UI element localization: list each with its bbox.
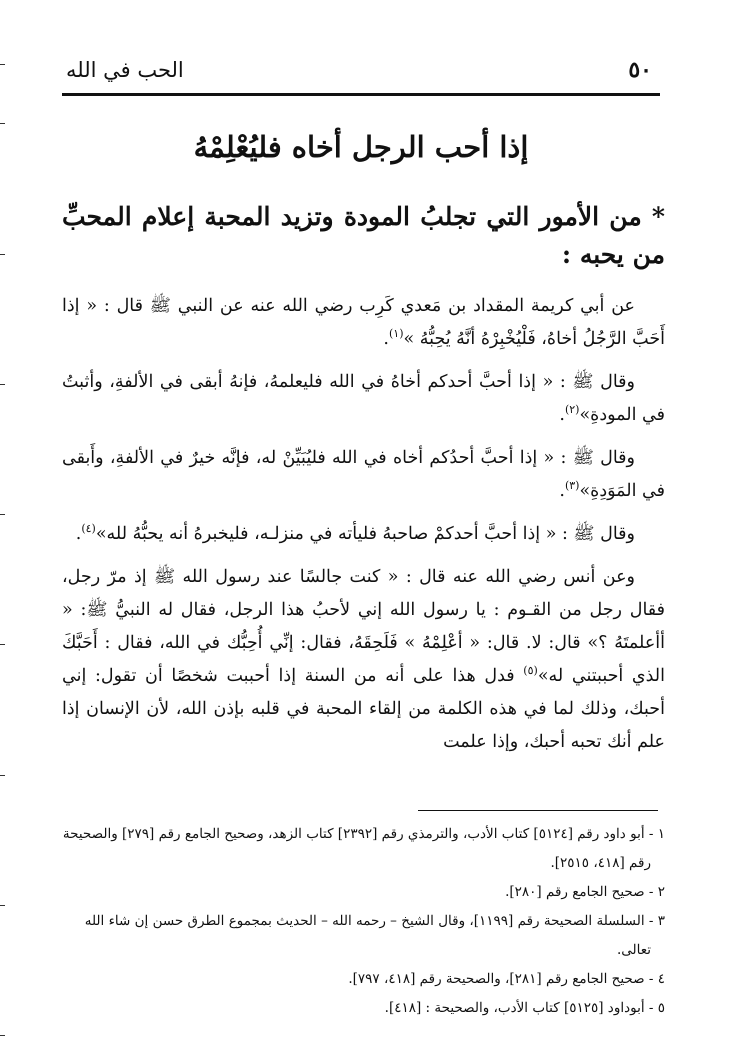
paragraph-text: وقال ﷺ : « إذا أحبَّ أحدكم أخاهُ في الله فليعلمهُ، فإنهُ أبقى في الألفةِ، وأثبتُ في المودةِ»	[62, 372, 665, 425]
footnote-ref: (١)	[389, 327, 404, 341]
hadith-paragraph-5	[62, 561, 665, 759]
footnote-item: ٢ - صحيح الجامع رقم [٢٨٠].	[505, 884, 665, 900]
footnote-item: ١ - أبو داود رقم [٥١٢٤] كتاب الأدب، والترمذي رقم [٢٣٩٢] كتاب الزهد، وصحيح الجامع رقم [٢٧٩] والصحيحة رقم [٤١٨، ٢٥١٥].	[62, 826, 665, 871]
hadith-paragraph-1: عن أبي كريمة المقداد بن مَعدي كَرِب رضي الله عنه عن النبي ﷺ قال : « إذا أَحَبَّ الرَّجُلُ أخاهُ، فَلْيُخْبِرْهُ أنَّهُ يُحِبُّهُ »$^{(١)}$.	[62, 296, 665, 349]
page-number: ٥٠	[628, 57, 652, 83]
page-header	[62, 50, 660, 90]
paragraph-text: وقال ﷺ : « إذا أحبَّ أحدكمْ صاحبهُ فليأته في منزلـه، فليخبرهُ أنه يحبُّهُ لله»	[95, 524, 635, 544]
paragraph-text: وقال ﷺ : « إذا أحبَّ أحدُكم أخاه في الله فليُبَيِّنْ له، فإنَّه خيرٌ في الألفةِ، وأَبقى في المَوَدِةِ»	[62, 448, 665, 501]
footnote-ref: (٣)	[564, 479, 580, 493]
footnote-ref: (٥)	[523, 664, 538, 678]
chapter-title: إذا أحب الرجل أخاه فليُعْلِمْهُ	[193, 130, 529, 164]
header-rule	[62, 93, 660, 96]
scan-margin-mark	[0, 1035, 5, 1036]
intro-heading: * من الأمور التي تجلبُ المودة وتزيد المحبة إعلام المحبِّ من يحبه :	[62, 202, 665, 269]
hadith-paragraph-3: وقال ﷺ : « إذا أحبَّ أحدُكم أخاه في الله فليُبَيِّنْ له، فإنَّه خيرٌ في الألفةِ، وأَبقى في المَوَدِةِ»$^{(٣)}$.	[62, 448, 665, 501]
hadith-paragraph-4: وقال ﷺ : « إذا أحبَّ أحدكمْ صاحبهُ فليأته في منزلـه، فليخبرهُ أنه يحبُّهُ لله»$^{(٤)}$.	[75, 522, 635, 544]
footnote-item: ٤ - صحيح الجامع رقم [٢٨١]، والصحيحة رقم [٤١٨، ٧٩٧].	[348, 971, 665, 987]
scan-margin-mark	[0, 514, 5, 515]
scan-margin-mark	[0, 64, 5, 65]
hadith-paragraph-2: وقال ﷺ : « إذا أحبَّ أحدكم أخاهُ في الله فليعلمهُ، فإنهُ أبقى في الألفةِ، وأثبتُ في المودةِ»$^{(٢)}$.	[62, 372, 665, 425]
footnote-ref: (٢)	[564, 403, 580, 417]
footnotes	[62, 820, 665, 1023]
running-title: الحب في الله	[66, 58, 184, 82]
footnote-separator	[418, 810, 658, 811]
paragraph-text: وعن أنس رضي الله عنه قال : « كنت جالسًا عند رسول الله ﷺ إذ مرّ رجل، فقال رجل من القـوم : يا رسول الله إني لأحبُ هذا الرجل، فقال له النبيُّ ﷺ: « أأعلمتَهُ ؟» قال: لا. قال: « أعْلِمْهُ » فَلَحِقَهُ، فقال: إنِّي أُحِبُّك في الله، فقال : أَحَبَّكَ الذي أحببتني له»	[62, 567, 666, 686]
paragraph-continuation: فدل هذا على أنه من السنة إذا أحببت شخصًا أن تقول: إني أحبك، وذلك لما في هذه الكلمة من إلقاء المحبة في قلبه بإذن الله، لأن الإنسان إذا علم أنك تحبه أحبك، وإذا علمت	[62, 666, 665, 752]
scan-margin-mark	[0, 123, 5, 124]
footnote-item: ٥ - أبوداود [٥١٢٥] كتاب الأدب، والصحيحة : [٤١٨].	[384, 1000, 665, 1016]
body-text	[62, 198, 665, 759]
scan-margin-mark	[0, 644, 5, 645]
scan-margin-mark	[0, 254, 5, 255]
footnote-ref: (٤)	[81, 522, 96, 536]
scan-margin-mark	[0, 905, 5, 906]
scan-margin-mark	[0, 384, 5, 385]
scan-margin-mark	[0, 775, 5, 776]
paragraph-text: عن أبي كريمة المقداد بن مَعدي كَرِب رضي الله عنه عن النبي ﷺ قال : « إذا أَحَبَّ الرَّجُلُ أخاهُ، فَلْيُخْبِرْهُ أنَّهُ يُحِبُّهُ »	[62, 296, 665, 349]
footnote-item: ٣ - السلسلة الصحيحة رقم [١١٩٩]، وقال الشيخ – رحمه الله – الحديث بمجموع الطرق حسن إن شاء الله تعالى.	[84, 913, 665, 958]
